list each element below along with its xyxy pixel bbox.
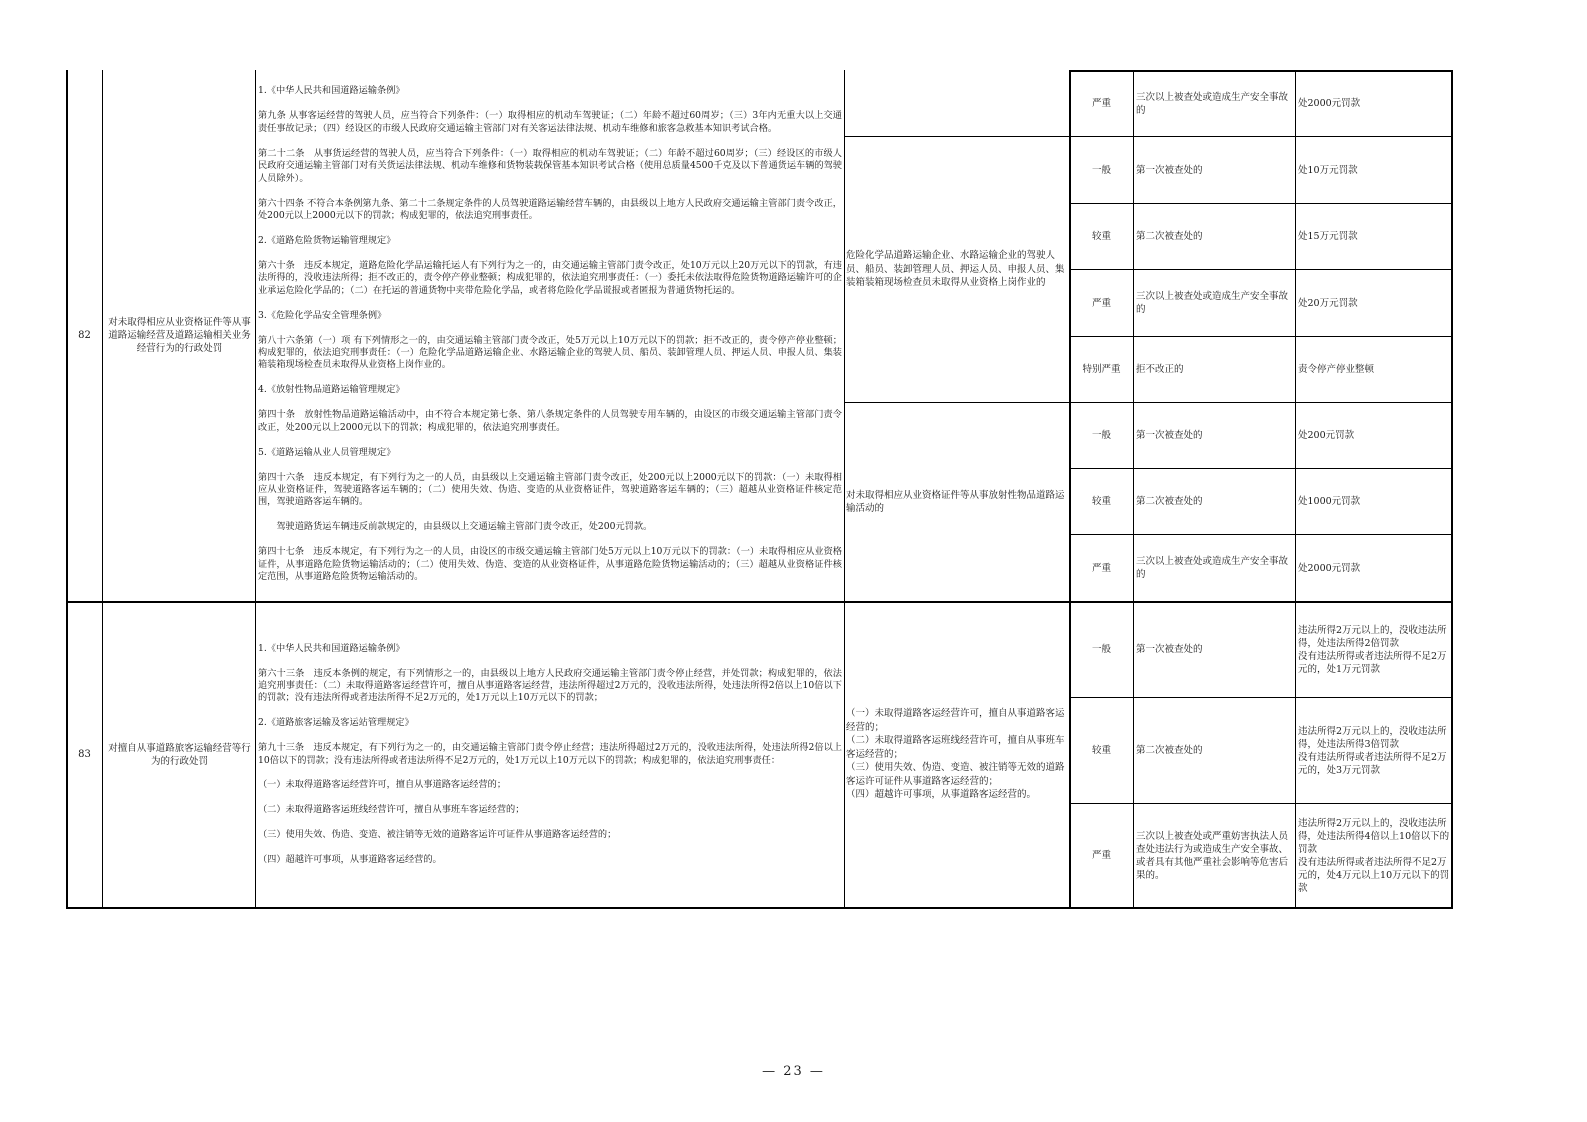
- basis-line: 第二十二条 从事货运经营的驾驶人员，应当符合下列条件：（一）取得相应的机动车驾驶证；（二）年龄不超过60周岁；（三）经设区的市级人民政府交通运输主管部门对有关货运法律法规、机动车维修和货物装载保管基本知识考试合格（使用总质量4500千克及以下普通货运车辆的驾驶人员除外）。: [258, 147, 842, 184]
- table-border-bottom: [66, 907, 1453, 909]
- basis-line: 2.《道路危险货物运输管理规定》: [258, 234, 396, 246]
- basis-line: 1.《中华人民共和国道路运输条例》: [258, 642, 405, 654]
- row-83-number: 83: [78, 749, 91, 760]
- penalty-cell: 处15万元罚款: [1298, 231, 1358, 242]
- level-cell: 一般: [1091, 644, 1111, 655]
- circumstance-cell: 第一次被查处的: [1136, 644, 1203, 655]
- level-cell: 一般: [1091, 164, 1111, 176]
- level-cell: 较重: [1091, 231, 1111, 242]
- circumstance-cell: 第一次被查处的: [1136, 164, 1203, 176]
- row-82-basis: [258, 73, 842, 598]
- penalty-cell: 违法所得2万元以上的，没收违法所得，处违法所得4倍以上10倍以下的罚款 没有违法所得或者违法所得不足2万元的，处4万元以上10万元以下的罚款: [1298, 817, 1450, 894]
- level-cell: 一般: [1091, 430, 1111, 441]
- circumstance-cell: 三次以上被查处或造成生产安全事故的: [1136, 556, 1289, 580]
- basis-line: 1.《中华人民共和国道路运输条例》: [258, 85, 405, 97]
- level-cell: 严重: [1091, 98, 1111, 109]
- col-line-5: [1133, 70, 1134, 908]
- basis-line: 第六十四条 不符合本条例第九条、第二十二条规定条件的人员驾驶道路运输经营车辆的，由县级以上地方人民政府交通运输主管部门责令改正，处200元以上2000元以下的罚款；构成犯罪的，依法追究刑事责任。: [258, 197, 842, 221]
- row-83-item: 对擅自从事道路旅客运输经营等行为的行政处罚: [108, 742, 251, 767]
- basis-line: （三）使用失效、伪造、变造、被注销等无效的道路客运许可证件从事道路客运经营的；: [258, 828, 617, 840]
- level-cell: 较重: [1091, 745, 1111, 756]
- basis-line: 第四十六条 违反本规定，有下列行为之一的人员，由县级以上交通运输主管部门责令改正，处200元以上2000元以下的罚款：（一）未取得相应从业资格证件，驾驶道路客运车辆的；（二）使用失效、伪造、变造的从业资格证件，驾驶道路客运车辆的；（三）超越从业资格证件核定范围，驾驶道路客运车辆的。: [258, 471, 842, 508]
- basis-line: （二）未取得道路客运班线经营许可，擅自从事班车客运经营的；: [258, 804, 525, 816]
- penalty-cell: 处2000元罚款: [1298, 98, 1361, 109]
- circumstance-cell: 三次以上被查处或严重妨害执法人员查处违法行为或造成生产安全事故、或者具有其他严重社会影响等危害后果的。: [1136, 830, 1289, 881]
- circumstance-cell: 第二次被查处的: [1136, 231, 1203, 242]
- circumstance-cell: 第一次被查处的: [1136, 430, 1203, 441]
- basis-line: 2.《道路旅客运输及客运站管理规定》: [258, 717, 414, 729]
- level-cell: 较重: [1091, 496, 1111, 507]
- basis-line: 3.《危险化学品安全管理条例》: [258, 309, 387, 321]
- circumstance-cell: 第二次被查处的: [1136, 496, 1203, 507]
- col-line-6: [1295, 70, 1296, 908]
- situation-cell: （一）未取得道路客运经营许可，擅自从事道路客运经营的； （二）未取得道路客运班线经营许可，擅自从事班车客运经营的； （三）使用失效、伪造、变造、被注销等无效的道路客运许可证件从事道路客运经营的； （四）超越许可事项，从事道路客运经营的。: [846, 708, 1065, 801]
- basis-block: [258, 630, 842, 878]
- circumstance-cell: 第二次被查处的: [1136, 745, 1203, 756]
- basis-line: 第四十条 放射性物品道路运输活动中，由不符合本规定第七条、第八条规定条件的人员驾驶专用车辆的，由设区的市级交通运输主管部门责令改正，处200元以上2000元以下的罚款；构成犯罪的，依法追究刑事责任。: [258, 409, 842, 433]
- row-83-basis: [258, 602, 842, 907]
- basis-line: （四）超越许可事项，从事道路客运经营的。: [258, 853, 442, 865]
- penalty-cell: 处200元罚款: [1298, 430, 1355, 441]
- penalty-cell: 处2000元罚款: [1298, 562, 1361, 574]
- col-line-2: [255, 70, 256, 908]
- penalty-cell: 处10万元罚款: [1298, 164, 1358, 176]
- situation-cell: 危险化学品道路运输企业、水路运输企业的驾驶人员、船员、装卸管理人员、押运人员、申报人员、集装箱装箱现场检查员未取得从业资格上岗作业的: [846, 250, 1065, 289]
- basis-line: 第四十七条 违反本规定，有下列行为之一的人员，由设区的市级交通运输主管部门处5万元以上10万元以下的罚款：（一）未取得相应从业资格证件，从事道路危险货物运输活动的；（二）使用失效、伪造、变造的从业资格证件，从事道路危险货物运输活动的；（三）超越从业资格证件核定范围，从事道路危险货物运输活动的。: [258, 546, 842, 583]
- table-border-right: [1451, 70, 1453, 908]
- basis-line: 5.《道路运输从业人员管理规定》: [258, 446, 396, 458]
- row-82-number: 82: [78, 330, 91, 341]
- penalty-cell: 违法所得2万元以上的，没收违法所得，处违法所得2倍罚款 没有违法所得或者违法所得不足2万元的，处1万元罚款: [1298, 624, 1447, 675]
- page-number: — 23 —: [762, 1064, 825, 1079]
- situation-cell: 对未取得相应从业资格证件等从事放射性物品道路运输活动的: [846, 489, 1065, 514]
- circumstance-cell: 三次以上被查处或造成生产安全事故的: [1136, 91, 1289, 116]
- col-line-3: [844, 70, 845, 908]
- penalty-cell: 责令停产停业整顿: [1298, 364, 1375, 375]
- level-cell: 严重: [1091, 297, 1111, 309]
- level-cell: 严重: [1091, 562, 1111, 574]
- penalty-cell: 处20万元罚款: [1298, 297, 1358, 309]
- basis-line: 4.《放射性物品道路运输管理规定》: [258, 384, 405, 396]
- basis-line: 第九十三条 违反本规定，有下列行为之一的，由交通运输主管部门责令停止经营；违法所得超过2万元的，没收违法所得，处违法所得2倍以上10倍以下的罚款；没有违法所得或者违法所得不足2万元的，处1万元以上10万元以下的罚款；构成犯罪的，依法追究刑事责任：: [258, 742, 842, 766]
- penalty-cell: 处1000元罚款: [1298, 496, 1361, 507]
- circumstance-cell: 三次以上被查处或造成生产安全事故的: [1136, 291, 1289, 315]
- basis-line: 第九条 从事客运经营的驾驶人员，应当符合下列条件：（一）取得相应的机动车驾驶证；（二）年龄不超过60周岁；（三）3年内无重大以上交通责任事故记录；（四）经设区的市级人民政府交通运输主管部门对有关客运法律法规、机动车维修和旅客急救基本知识考试合格。: [258, 110, 842, 134]
- level-cell: 严重: [1091, 850, 1111, 861]
- basis-line: 驾驶道路货运车辆违反前款规定的，由县级以上交通运输主管部门责令改正，处200元罚款。: [258, 521, 653, 533]
- basis-line: 第八十六条第（一）项 有下列情形之一的，由交通运输主管部门责令改正，处5万元以上10万元以下的罚款；拒不改正的，责令停产停业整顿；构成犯罪的，依法追究刑事责任：（一）危险化学品道路运输企业、水路运输企业的驾驶人员、船员、装卸管理人员、押运人员、申报人员、集装箱装箱现场检查员未取得从业资格上岗作业的。: [258, 334, 842, 371]
- basis-line: 第六十三条 违反本条例的规定，有下列情形之一的，由县级以上地方人民政府交通运输主管部门责令停止经营，并处罚款；构成犯罪的，依法追究刑事责任：（二）未取得道路客运经营许可，擅自从事道路客运经营，违法所得超过2万元的，没收违法所得，处违法所得2倍以上10倍以下的罚款；没有违法所得或者违法所得不足2万元的，处1万元以上10万元以下的罚款；: [258, 667, 842, 704]
- penalty-cell: 违法所得2万元以上的，没收违法所得，处违法所得3倍罚款 没有违法所得或者违法所得不足2万元的，处3万元罚款: [1298, 725, 1447, 776]
- basis-line: 第六十条 违反本规定，道路危险化学品运输托运人有下列行为之一的，由交通运输主管部门责令改正，处10万元以上20万元以下的罚款，有违法所得的，没收违法所得；拒不改正的，责令停产停业整顿；构成犯罪的，依法追究刑事责任：（一）委托未依法取得危险货物道路运输许可的企业承运危险化学品的；（二）在托运的普通货物中夹带危险化学品，或者将危险化学品谎报或者匿报为普通货物托运的。: [258, 259, 842, 296]
- basis-line: （一）未取得道路客运经营许可，擅自从事道路客运经营的；: [258, 779, 507, 791]
- circumstance-cell: 拒不改正的: [1136, 364, 1184, 375]
- level-cell: 特别严重: [1082, 364, 1121, 375]
- row-82-item: 对未取得相应从业资格证件等从事道路运输经营及道路运输相关业务经营行为的行政处罚: [108, 317, 251, 354]
